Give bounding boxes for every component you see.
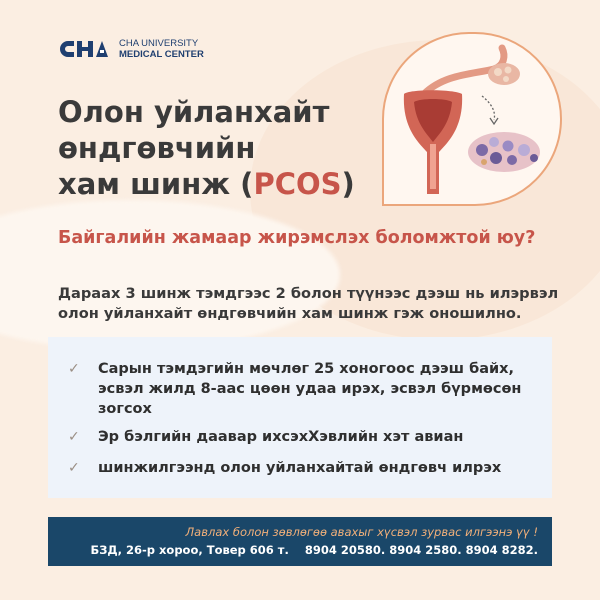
- footer-cta: Лавлах болон зөвлөгөө авахыг хүсвэл зурвас илгээнэ үү !: [185, 525, 538, 539]
- logo: [58, 38, 204, 60]
- footer-phones: 8904 20580. 8904 2580. 8904 8282.: [304, 543, 538, 557]
- check-icon: ✓: [68, 361, 80, 377]
- uterus-ovary-illustration: [382, 32, 562, 206]
- logo-name: CHA UNIVERSITY: [119, 38, 199, 49]
- title-line-3: [58, 166, 358, 202]
- title-line-2: өндгөвчийн: [58, 131, 256, 165]
- logo-mark: [58, 39, 110, 59]
- intro-line-1: Дараах 3 шинж тэмдгээс 2 болон түүнээс дээш нь илэрвэл: [58, 285, 559, 302]
- criteria-item: [68, 427, 463, 447]
- criteria-text-line: Эр бэлгийн даавар ихсэхХэвлийн хэт авиан: [98, 429, 464, 445]
- title-accent: PCOS: [253, 167, 342, 201]
- criteria-item: [68, 458, 501, 478]
- logo-subtitle: MEDICAL CENTER: [119, 49, 204, 60]
- criteria-item: [68, 359, 521, 419]
- page-title: [58, 94, 358, 202]
- title-line-3-prefix: хам шинж (: [58, 167, 254, 201]
- title-line-3-suffix: ): [341, 167, 355, 201]
- contact-footer: [48, 517, 552, 566]
- footer-address: БЗД, 26-р хороо, Товер 606 т.: [90, 543, 289, 557]
- criteria-text-line: эсвэл жилд 8-аас цөөн удаа ирэх, эсвэл бүрмөсөн: [98, 381, 522, 397]
- criteria-box: [48, 337, 552, 498]
- footer-contact: [90, 543, 538, 557]
- intro-line-2: олон уйланхайт өндгөвчийн хам шинж гэж оношилно.: [58, 305, 522, 322]
- criteria-text-line: Сарын тэмдэгийн мөчлөг 25 хоногоос дээш байх,: [98, 361, 515, 377]
- check-icon: ✓: [68, 460, 80, 476]
- title-line-1: Олон уйланхайт: [58, 95, 330, 129]
- intro-text: [58, 284, 559, 324]
- subtitle: Байгалийн жамаар жирэмслэх боломжтой юу?: [58, 228, 536, 248]
- check-icon: ✓: [68, 429, 80, 445]
- criteria-text-line: зогсох: [98, 401, 152, 417]
- criteria-text-line: шинжилгээнд олон уйланхайтай өндгөвч илрэх: [98, 460, 502, 476]
